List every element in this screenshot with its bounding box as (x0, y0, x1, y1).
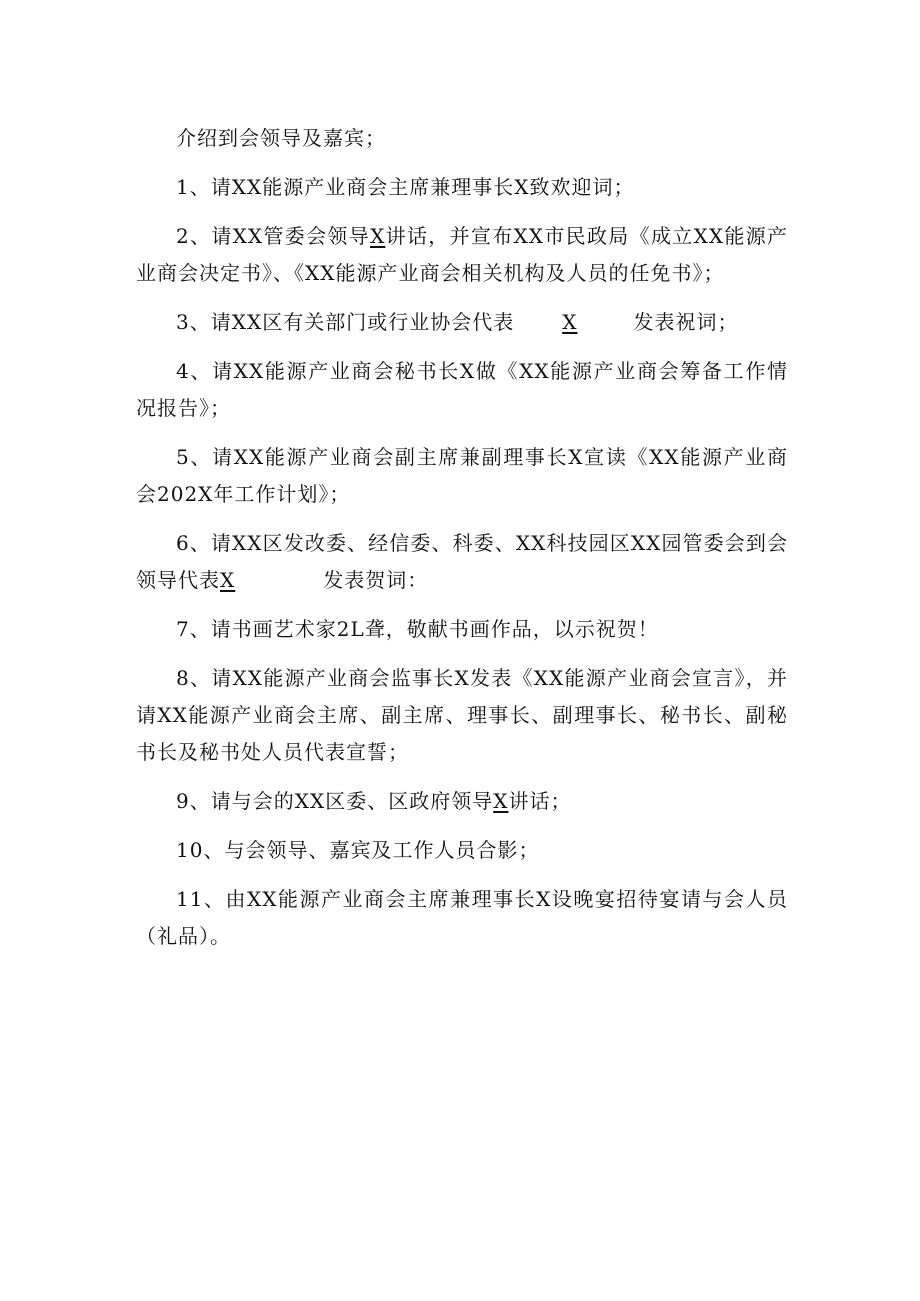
agenda-item-9 (136, 783, 788, 820)
agenda-item-6-text-b: 发表贺词： (323, 568, 429, 592)
agenda-item-3 (136, 304, 788, 341)
agenda-item-3-text-a: 3、请XX区有关部门或行业协会代表 (176, 310, 515, 334)
agenda-item-6-text-a: 6、请XX区发改委、经信委、科委、XX科技园区XX园管委会到会领导代表 (136, 531, 788, 592)
agenda-item-7: 7、请书画艺术家2L聋，敬献书画作品，以示祝贺！ (176, 617, 659, 641)
agenda-item-2-speaker: X (370, 224, 386, 248)
agenda-item-4: 4、请XX能源产业商会秘书长X做《XX能源产业商会筹备工作情况报告》； (136, 359, 788, 420)
agenda-item-1: 1、请XX能源产业商会主席兼理事长X致欢迎词； (176, 175, 635, 199)
agenda-item-8: 8、请XX能源产业商会监事长X发表《XX能源产业商会宣言》，并请XX能源产业商会主席、副主席、理事长、副理事长、秘书长、副秘书长及秘书处人员代表宣誓； (136, 666, 788, 764)
agenda-item-9-speaker: X (493, 789, 509, 813)
agenda-item-6 (136, 525, 788, 599)
agenda-item-2 (136, 218, 788, 292)
agenda-item-9-text-b: 讲话； (508, 789, 572, 813)
agenda-item-9-text-a: 9、请与会的XX区委、区政府领导 (176, 789, 494, 813)
agenda-item-11: 11、由XX能源产业商会主席兼理事长X设晚宴招待宴请与会人员（礼品）。 (136, 887, 788, 948)
agenda-item-2-text-a: 2、请XX管委会领导 (176, 224, 371, 248)
agenda-item-6-speaker: X (220, 568, 236, 592)
agenda-item-5: 5、请XX能源产业商会副主席兼副理事长X宣读《XX能源产业商会202X年工作计划》； (136, 445, 788, 506)
intro-paragraph: 介绍到会领导及嘉宾； (176, 126, 386, 150)
document-body (136, 120, 788, 967)
agenda-item-3-speaker: X (562, 310, 578, 334)
agenda-item-3-text-b: 发表祝词； (633, 310, 739, 334)
agenda-item-10: 10、与会领导、嘉宾及工作人员合影； (176, 838, 540, 862)
agenda-item-2-text-b: 讲话，并宣布XX市民政局《成立XX能源产业商会决定书》、《XX能源产业商会相关机构及人员的任免书》； (136, 224, 789, 285)
